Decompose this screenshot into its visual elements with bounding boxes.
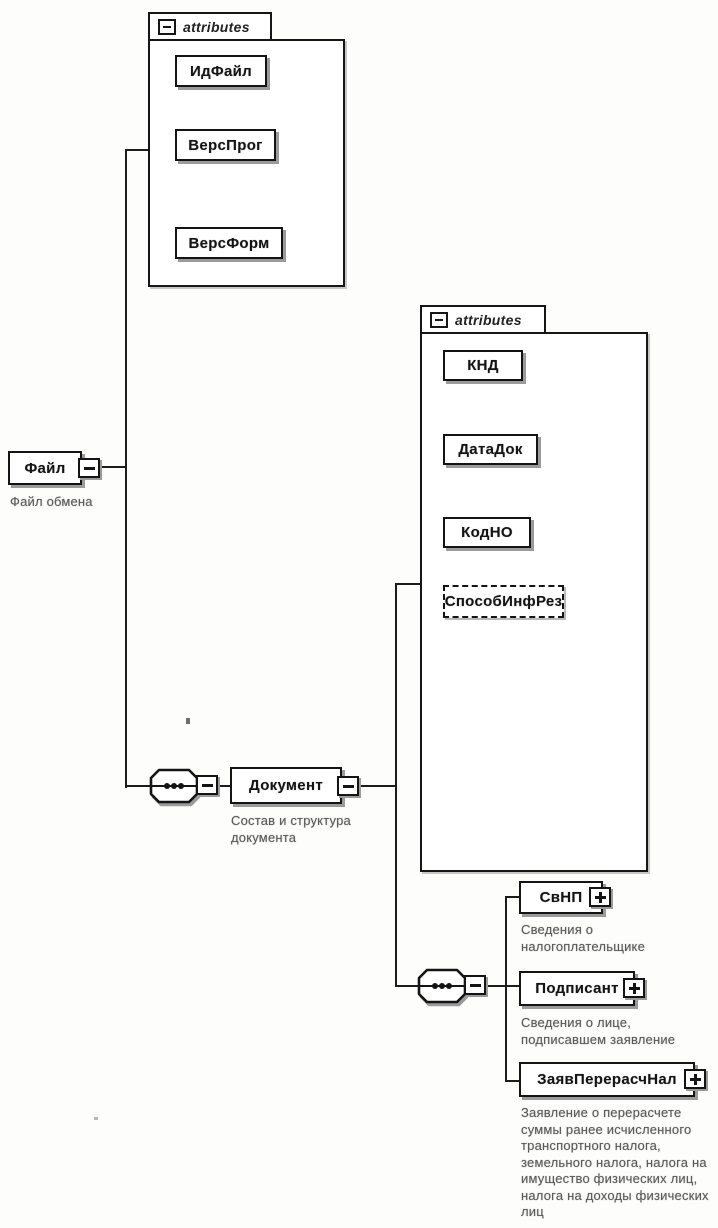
element-zayavpereraschnal-box[interactable] <box>519 1062 695 1097</box>
plus-glyph <box>599 892 602 903</box>
collapse-icon[interactable] <box>78 458 100 478</box>
expand-icon[interactable] <box>623 978 645 998</box>
document-attributes-tab <box>420 305 546 334</box>
element-podpisant-box[interactable] <box>519 971 635 1006</box>
connector-line <box>358 785 397 787</box>
element-document-description: Состав и структура документа <box>231 813 351 845</box>
attribute-kodno-box[interactable] <box>443 517 531 548</box>
attribute-datadok-label: ДатаДок <box>458 441 523 458</box>
element-svnp-label: СвНП <box>539 889 583 906</box>
minus-glyph <box>84 467 95 470</box>
attribute-datadok-box[interactable] <box>443 434 538 465</box>
minus-glyph <box>435 319 443 321</box>
collapse-icon[interactable] <box>430 312 448 328</box>
file-attributes-tab <box>148 12 272 41</box>
attribute-idfile-label: ИдФайл <box>190 62 252 80</box>
minus-glyph <box>163 26 171 28</box>
connector-line <box>486 985 519 987</box>
attributes-header-label: attributes <box>183 18 250 35</box>
attribute-versprog-box[interactable] <box>175 129 276 161</box>
connector-line <box>100 466 127 468</box>
minus-glyph <box>343 785 354 788</box>
element-document-label: Документ <box>249 777 323 794</box>
plus-glyph <box>694 1074 697 1085</box>
attribute-sposobinfrez-box[interactable] <box>443 585 564 618</box>
connector-line <box>395 583 397 987</box>
collapse-icon[interactable] <box>464 975 486 995</box>
minus-glyph <box>470 984 481 987</box>
attribute-versprog-label: ВерсПрог <box>188 136 263 154</box>
collapse-icon[interactable] <box>196 775 218 795</box>
element-file-description: Файл обмена <box>10 494 93 509</box>
element-svnp-description: Сведения о налогоплательщике <box>521 922 646 954</box>
connector-line <box>505 896 507 1082</box>
sequence-icon[interactable] <box>146 764 202 808</box>
element-podpisant-description: Сведения о лице, подписавшем заявление <box>521 1015 676 1047</box>
minus-glyph <box>202 784 213 787</box>
element-file-box[interactable] <box>8 451 82 485</box>
scan-artifact <box>186 718 190 724</box>
connector-line <box>505 1080 520 1082</box>
attribute-knd-label: КНД <box>467 357 499 374</box>
element-podpisant-label: Подписант <box>535 980 619 997</box>
collapse-icon[interactable] <box>158 19 176 35</box>
attribute-knd-box[interactable] <box>443 350 523 381</box>
connector-line <box>125 149 127 788</box>
plus-glyph <box>633 983 636 994</box>
sequence-icon[interactable] <box>414 964 470 1008</box>
connector-line <box>125 149 150 151</box>
element-document-box[interactable] <box>230 767 342 804</box>
connector-line <box>395 583 422 585</box>
expand-icon[interactable] <box>589 887 611 907</box>
attribute-versform-label: ВерсФорм <box>188 234 270 252</box>
attribute-kodno-label: КодНО <box>461 524 513 541</box>
element-zayavpereraschnal-label: ЗаявПерерасчНал <box>537 1071 677 1088</box>
connector-line <box>505 896 520 898</box>
element-file-label: Файл <box>24 459 66 477</box>
attributes-header-label: attributes <box>455 311 522 328</box>
expand-icon[interactable] <box>684 1069 706 1089</box>
attribute-idfile-box[interactable] <box>175 55 267 87</box>
attribute-sposobinfrez-label: СпособИнфРез <box>444 593 563 610</box>
scan-artifact <box>94 1117 98 1120</box>
element-zayavpereraschnal-description: Заявление о перерасчете суммы ранее исчисленного транспортного налога, земельного налога, налога на имущество физических лиц, налога на доходы физических лиц <box>521 1105 709 1219</box>
collapse-icon[interactable] <box>337 776 359 796</box>
attribute-versform-box[interactable] <box>175 227 283 259</box>
